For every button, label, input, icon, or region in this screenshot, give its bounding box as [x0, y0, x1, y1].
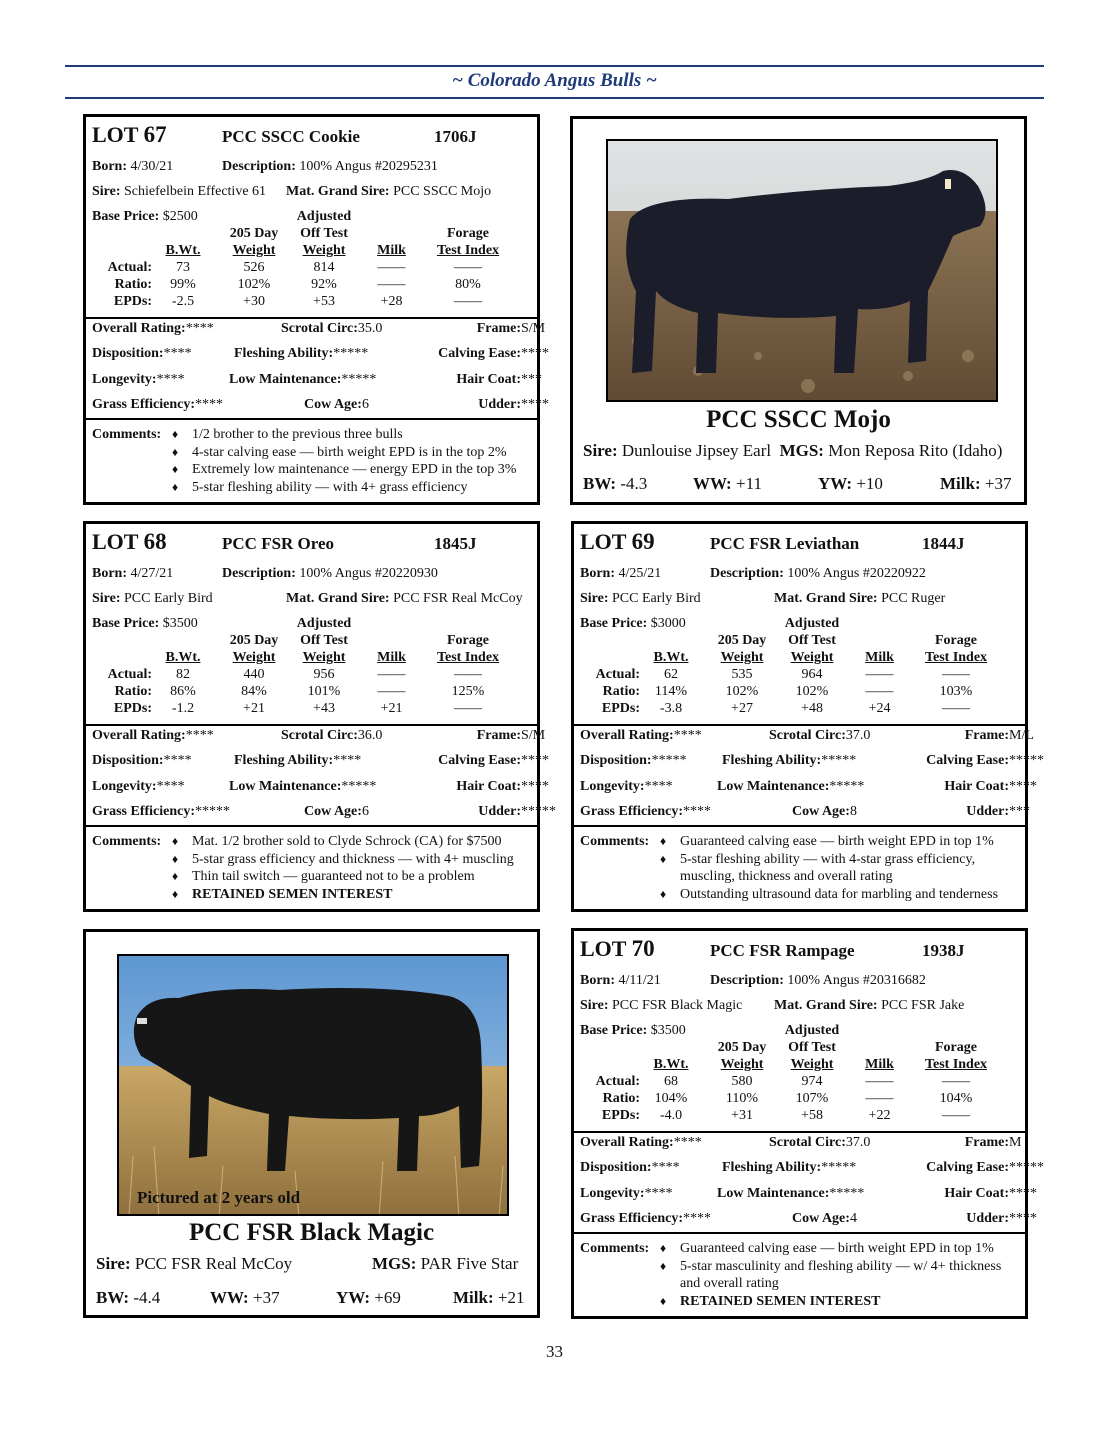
epds-cell: —— [942, 701, 970, 716]
epds-cell: +43 [313, 701, 335, 716]
ratio-cell: —— [865, 1091, 894, 1106]
ratings-block: Overall Rating: **** Scrotal Circ: 37.0 Frame: M Disposition: **** Fleshing Ability: ***** Calving Ease: ***** Longevity: **** Low Maintenance: ***** Hair Coat: **** Grass Efficiency: **** Cow Age: 4 Udder: **** [574, 1131, 1025, 1234]
sire-card-black-magic [83, 929, 540, 1318]
col-forage-head: Forage [935, 1040, 977, 1055]
epds-cell: +30 [243, 294, 265, 309]
epd-yw: YW: +69 [336, 1288, 401, 1307]
epds-cell: -1.2 [171, 701, 195, 716]
actual-cell: 62 [664, 667, 678, 682]
epds-cell: +48 [801, 701, 823, 716]
comment-item: ♦ 5-star masculinity and fleshing ability — w/ 4+ thickness and overall rating [660, 1258, 1019, 1293]
ratio-cell: 104% [654, 1091, 688, 1106]
actual-cell: —— [454, 260, 482, 275]
description-line: Description: 100% Angus #20220930 [222, 566, 438, 581]
epds-label: EPDs: [601, 701, 640, 716]
actual-cell: 73 [176, 260, 190, 275]
ratio-cell: 80% [455, 277, 481, 292]
page-header-title: ~ Colorado Angus Bulls ~ [452, 70, 657, 91]
col-milk-head: Milk [377, 650, 406, 665]
epd-ww: WW: +11 [693, 474, 762, 493]
base-price: Base Price: $3000 [580, 616, 686, 631]
col-205w-head: Weight [232, 650, 276, 665]
col-adjw-head: Weight [302, 243, 346, 258]
col-offtest-head: Off Test [788, 633, 836, 648]
comment-item: ♦ 5-star fleshing ability — with 4+ grass efficiency [172, 479, 531, 497]
ratio-cell: 104% [939, 1091, 973, 1106]
comment-item: ♦ RETAINED SEMEN INTEREST [172, 886, 531, 904]
born-line: Born: 4/27/21 [92, 566, 174, 581]
col-205w-head: Weight [720, 1057, 764, 1072]
actual-cell: 964 [801, 667, 823, 682]
col-forageidx-head: Test Index [436, 650, 500, 665]
col-milk-head: Milk [377, 243, 406, 258]
epds-cell: +28 [380, 294, 403, 309]
col-adjusted-head: Adjusted [784, 1023, 840, 1038]
bull-name: PCC FSR Oreo [222, 534, 335, 553]
born-line: Born: 4/11/21 [580, 973, 661, 988]
col-205-head: 205 Day [717, 1040, 767, 1055]
epds-cell: +31 [731, 1108, 753, 1123]
ratio-cell: 102% [795, 684, 829, 699]
mgs-line: Mat. Grand Sire: PCC FSR Real McCoy [286, 591, 523, 606]
actual-cell: 580 [731, 1074, 753, 1089]
actual-label: Actual: [595, 667, 640, 682]
col-205-head: 205 Day [717, 633, 767, 648]
actual-cell: —— [454, 667, 482, 682]
lot-card-70 [571, 928, 1044, 1319]
born-line: Born: 4/30/21 [92, 159, 174, 174]
actual-cell: —— [942, 1074, 970, 1089]
epds-label: EPDs: [601, 1108, 640, 1123]
lot-number: LOT 70 [580, 936, 655, 961]
lot-card-69 [571, 521, 1044, 912]
col-205-head: 205 Day [229, 633, 279, 648]
col-bwt-head: B.Wt. [165, 650, 201, 665]
bull-photo-mojo [606, 139, 998, 402]
comments-block [86, 827, 537, 909]
comments-block [86, 420, 537, 502]
ratio-cell: 114% [654, 684, 688, 699]
bull-tag: 1844J [922, 534, 965, 553]
bull-name: PCC SSCC Cookie [222, 127, 360, 146]
actual-cell: 956 [313, 667, 335, 682]
actual-cell: 974 [801, 1074, 823, 1089]
sire-name: PCC SSCC Mojo [706, 406, 891, 433]
ratings-block: Overall Rating: **** Scrotal Circ: 36.0 Frame: S/M Disposition: **** Fleshing Ability: **** Calving Ease: **** Longevity: **** Low Maintenance: ***** Hair Coat: **** Grass Efficiency: ***** Cow Age: 6 Udder: ***** [86, 724, 537, 827]
epds-cell: -3.8 [659, 701, 683, 716]
actual-cell: 82 [176, 667, 190, 682]
ratio-cell: 84% [241, 684, 267, 699]
col-forageidx-head: Test Index [436, 243, 500, 258]
sire-line: Sire: PCC Early Bird [580, 591, 701, 606]
comment-item: ♦ Mat. 1/2 brother sold to Clyde Schrock (CA) for $7500 [172, 833, 531, 851]
ratio-cell: 86% [170, 684, 196, 699]
lot-number: LOT 69 [580, 529, 655, 554]
comments-block [574, 827, 1025, 909]
lot-number: LOT 67 [92, 122, 167, 147]
actual-cell: —— [865, 1074, 894, 1089]
col-milk-head: Milk [865, 1057, 894, 1072]
col-205w-head: Weight [720, 650, 764, 665]
col-adjusted-head: Adjusted [296, 209, 352, 224]
epds-cell: +27 [731, 701, 753, 716]
epds-cell: -2.5 [171, 294, 195, 309]
epd-bw: BW: -4.4 [96, 1288, 161, 1307]
black-bull-image [608, 141, 998, 402]
epd-bw: BW: -4.3 [583, 474, 648, 493]
comments-label: Comments: [92, 834, 162, 849]
col-adjusted-head: Adjusted [296, 616, 352, 631]
comment-item: ♦ RETAINED SEMEN INTEREST [660, 1293, 1019, 1311]
epds-cell: +21 [380, 701, 403, 716]
comment-item: ♦ Guaranteed calving ease — birth weight EPD in top 1% [660, 833, 1019, 851]
comment-item: ♦ 4-star calving ease — birth weight EPD is in the top 2% [172, 444, 531, 462]
born-line: Born: 4/25/21 [580, 566, 662, 581]
actual-cell: —— [377, 260, 406, 275]
mgs-line: Mat. Grand Sire: PCC FSR Jake [774, 998, 965, 1013]
col-milk-head: Milk [865, 650, 894, 665]
comment-item: ♦ Extremely low maintenance — energy EPD in the top 3% [172, 461, 531, 479]
col-forageidx-head: Test Index [924, 650, 988, 665]
lot-card-67 [83, 114, 549, 505]
actual-cell: —— [865, 667, 894, 682]
actual-label: Actual: [107, 260, 152, 275]
col-205w-head: Weight [232, 243, 276, 258]
col-offtest-head: Off Test [788, 1040, 836, 1055]
ratio-cell: 101% [307, 684, 341, 699]
ratio-cell: 125% [451, 684, 485, 699]
actual-cell: —— [942, 667, 970, 682]
bull-tag: 1938J [922, 941, 965, 960]
comment-item: ♦ 5-star grass efficiency and thickness — with 4+ muscling [172, 851, 531, 869]
bull-tag: 1706J [434, 127, 477, 146]
epds-cell: —— [942, 1108, 970, 1123]
ratio-cell: 107% [795, 1091, 829, 1106]
ratio-label: Ratio: [602, 1091, 640, 1106]
comment-item: ♦ Outstanding ultrasound data for marbling and tenderness [660, 886, 1019, 904]
ratio-cell: —— [377, 277, 406, 292]
bull-photo-black-magic [117, 954, 509, 1216]
sire-line: Sire: Schiefelbein Effective 61 [92, 184, 267, 199]
ratio-cell: 102% [237, 277, 271, 292]
ratio-cell: —— [377, 684, 406, 699]
epds-cell: +24 [868, 701, 891, 716]
comment-item: ♦ Guaranteed calving ease — birth weight EPD in top 1% [660, 1240, 1019, 1258]
sire-line: Sire: PCC FSR Real McCoy [96, 1254, 293, 1273]
col-205-head: 205 Day [229, 226, 279, 241]
epd-yw: YW: +10 [818, 474, 883, 493]
epds-cell: -4.0 [659, 1108, 683, 1123]
sire-line: Sire: PCC Early Bird [92, 591, 213, 606]
mgs-line: Mat. Grand Sire: PCC Ruger [774, 591, 946, 606]
ratings-block: Overall Rating: **** Scrotal Circ: 35.0 Frame: S/M Disposition: **** Fleshing Ability: ***** Calving Ease: **** Longevity: **** Low Maintenance: ***** Hair Coat: *** Grass Efficiency: **** Cow Age: 6 Udder: **** [86, 317, 537, 420]
col-forage-head: Forage [935, 633, 977, 648]
ratio-cell: 103% [939, 684, 973, 699]
mgs-line: Mat. Grand Sire: PCC SSCC Mojo [286, 184, 492, 199]
col-bwt-head: B.Wt. [653, 650, 689, 665]
header-rule-top [65, 65, 1044, 67]
sire-pedigree-line: Sire: Dunlouise Jipsey Earl MGS: Mon Reposa Rito (Idaho) [583, 441, 1003, 460]
ratio-cell: 110% [725, 1091, 759, 1106]
actual-cell: —— [377, 667, 406, 682]
actual-cell: 814 [313, 260, 335, 275]
mgs-line: MGS: PAR Five Star [372, 1254, 519, 1273]
bull-tag: 1845J [434, 534, 477, 553]
comments-label: Comments: [580, 1241, 650, 1256]
actual-cell: 68 [664, 1074, 678, 1089]
ratio-cell: 92% [311, 277, 337, 292]
comments-block [574, 1234, 1025, 1316]
description-line: Description: 100% Angus #20316682 [710, 973, 926, 988]
col-adjusted-head: Adjusted [784, 616, 840, 631]
comment-item: ♦ 1/2 brother to the previous three bulls [172, 426, 531, 444]
lot-number: LOT 68 [92, 529, 167, 554]
photo-caption: Pictured at 2 years old [137, 1188, 301, 1207]
comments-label: Comments: [580, 834, 650, 849]
black-bull-pasture-image [119, 956, 509, 1216]
col-forage-head: Forage [447, 226, 489, 241]
header-rule-bottom [65, 97, 1044, 99]
actual-label: Actual: [107, 667, 152, 682]
base-price: Base Price: $2500 [92, 209, 198, 224]
col-adjw-head: Weight [790, 650, 834, 665]
page-number: 33 [546, 1342, 563, 1361]
ratio-label: Ratio: [114, 684, 152, 699]
ratings-block: Overall Rating: **** Scrotal Circ: 37.0 Frame: M/L Disposition: ***** Fleshing Ability: ***** Calving Ease: ***** Longevity: **** Low Maintenance: ***** Hair Coat: **** Grass Efficiency: **** Cow Age: 8 Udder: *** [574, 724, 1025, 827]
comment-item: ♦ 5-star fleshing ability — with 4-star grass efficiency, muscling, thickness and overall rating [660, 851, 1019, 886]
epds-cell: +53 [313, 294, 335, 309]
col-offtest-head: Off Test [300, 633, 348, 648]
epds-cell: +58 [801, 1108, 823, 1123]
epd-milk: Milk: +37 [940, 474, 1012, 493]
base-price: Base Price: $3500 [92, 616, 198, 631]
col-bwt-head: B.Wt. [165, 243, 201, 258]
epds-cell: —— [454, 701, 482, 716]
description-line: Description: 100% Angus #20295231 [222, 159, 438, 174]
actual-cell: 440 [243, 667, 265, 682]
description-line: Description: 100% Angus #20220922 [710, 566, 926, 581]
actual-label: Actual: [595, 1074, 640, 1089]
col-forageidx-head: Test Index [924, 1057, 988, 1072]
actual-cell: 526 [243, 260, 265, 275]
sire-name: PCC FSR Black Magic [188, 1219, 435, 1246]
col-bwt-head: B.Wt. [653, 1057, 689, 1072]
epds-cell: +21 [243, 701, 265, 716]
comment-item: ♦ Thin tail switch — guaranteed not to be a problem [172, 868, 531, 886]
ratio-cell: —— [865, 684, 894, 699]
epd-milk: Milk: +21 [453, 1288, 525, 1307]
ratio-label: Ratio: [114, 277, 152, 292]
col-forage-head: Forage [447, 633, 489, 648]
epds-cell: +22 [868, 1108, 891, 1123]
sire-card-mojo [570, 116, 1027, 505]
ratio-cell: 102% [725, 684, 759, 699]
col-adjw-head: Weight [302, 650, 346, 665]
bull-name: PCC FSR Rampage [710, 941, 855, 960]
col-offtest-head: Off Test [300, 226, 348, 241]
base-price: Base Price: $3500 [580, 1023, 686, 1038]
comments-label: Comments: [92, 427, 162, 442]
epds-label: EPDs: [113, 294, 152, 309]
ratio-cell: 99% [170, 277, 196, 292]
ratio-label: Ratio: [602, 684, 640, 699]
epd-ww: WW: +37 [210, 1288, 280, 1307]
sire-line: Sire: PCC FSR Black Magic [580, 998, 743, 1013]
actual-cell: 535 [731, 667, 753, 682]
bull-name: PCC FSR Leviathan [710, 534, 860, 553]
epds-label: EPDs: [113, 701, 152, 716]
epds-cell: —— [454, 294, 482, 309]
col-adjw-head: Weight [790, 1057, 834, 1072]
lot-card-68 [83, 521, 556, 912]
